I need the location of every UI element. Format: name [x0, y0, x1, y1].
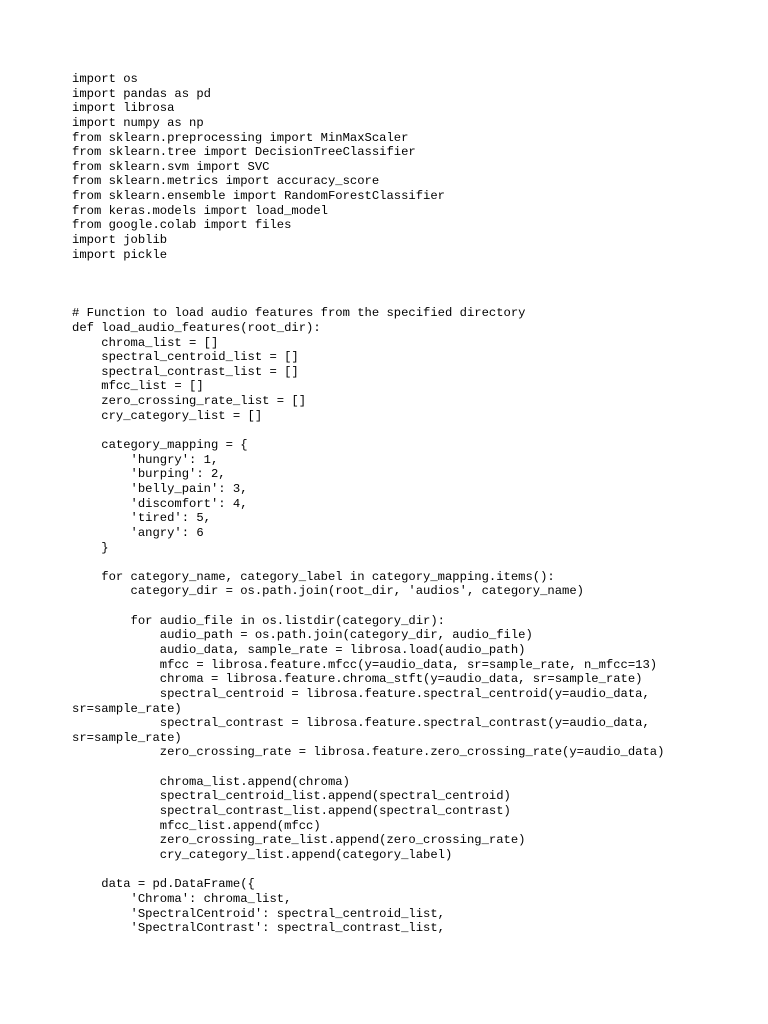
- code-line: for category_name, category_label in category_mapping.items():: [72, 569, 555, 584]
- code-block: [72, 72, 712, 936]
- code-line: zero_crossing_rate = librosa.feature.zero_crossing_rate(y=audio_data): [72, 745, 665, 760]
- code-line: 'SpectralContrast': spectral_contrast_list,: [72, 921, 445, 936]
- code-line: from sklearn.tree import DecisionTreeClassifier: [72, 145, 416, 160]
- code-line: 'tired': 5,: [72, 511, 211, 526]
- code-line: sr=sample_rate): [72, 730, 182, 745]
- code-line: [72, 599, 712, 614]
- code-line: 'hungry': 1,: [72, 452, 219, 467]
- code-line: zero_crossing_rate_list = []: [72, 394, 307, 409]
- code-line: mfcc = librosa.feature.mfcc(y=audio_data, sr=sample_rate, n_mfcc=13): [72, 657, 658, 672]
- code-line: spectral_centroid = librosa.feature.spectral_centroid(y=audio_data,: [72, 686, 650, 701]
- code-line: import numpy as np: [72, 115, 204, 130]
- code-line: chroma_list = []: [72, 335, 219, 350]
- code-line: import joblib: [72, 233, 168, 248]
- code-line: [72, 863, 712, 878]
- code-line: spectral_centroid_list = []: [72, 350, 299, 365]
- code-line: from sklearn.metrics import accuracy_score: [72, 174, 380, 189]
- code-line: from sklearn.svm import SVC: [72, 159, 270, 174]
- code-line: spectral_contrast_list = []: [72, 364, 299, 379]
- code-line: mfcc_list.append(mfcc): [72, 818, 321, 833]
- code-line: spectral_contrast = librosa.feature.spectral_contrast(y=audio_data,: [72, 716, 650, 731]
- code-line: cry_category_list.append(category_label): [72, 847, 453, 862]
- code-line: [72, 423, 712, 438]
- code-line: [72, 262, 712, 277]
- code-line: chroma_list.append(chroma): [72, 774, 350, 789]
- code-line: from sklearn.preprocessing import MinMaxScaler: [72, 130, 409, 145]
- code-line: 'discomfort': 4,: [72, 496, 248, 511]
- code-line: # Function to load audio features from the specified directory: [72, 306, 526, 321]
- code-line: 'Chroma': chroma_list,: [72, 891, 292, 906]
- code-line: for audio_file in os.listdir(category_dir):: [72, 613, 445, 628]
- code-line: chroma = librosa.feature.chroma_stft(y=audio_data, sr=sample_rate): [72, 672, 643, 687]
- code-line: def load_audio_features(root_dir):: [72, 320, 321, 335]
- code-line: audio_data, sample_rate = librosa.load(audio_path): [72, 642, 526, 657]
- code-line: category_mapping = {: [72, 438, 248, 453]
- code-line: [72, 277, 712, 292]
- code-line: category_dir = os.path.join(root_dir, 'audios', category_name): [72, 584, 584, 599]
- code-line: audio_path = os.path.join(category_dir, audio_file): [72, 628, 533, 643]
- code-line: import pickle: [72, 247, 168, 262]
- code-line: [72, 292, 712, 307]
- code-line: import pandas as pd: [72, 86, 211, 101]
- code-line: 'angry': 6: [72, 525, 204, 540]
- code-line: import os: [72, 72, 138, 86]
- code-line: }: [72, 540, 109, 555]
- code-line: 'burping': 2,: [72, 467, 226, 482]
- code-line: data = pd.DataFrame({: [72, 877, 255, 892]
- code-line: mfcc_list = []: [72, 379, 204, 394]
- code-line: [72, 760, 712, 775]
- code-line: sr=sample_rate): [72, 701, 182, 716]
- code-line: from google.colab import files: [72, 218, 292, 233]
- code-line: spectral_centroid_list.append(spectral_centroid): [72, 789, 511, 804]
- code-line: from keras.models import load_model: [72, 203, 328, 218]
- code-line: zero_crossing_rate_list.append(zero_crossing_rate): [72, 833, 526, 848]
- code-line: 'belly_pain': 3,: [72, 481, 248, 496]
- code-line: spectral_contrast_list.append(spectral_contrast): [72, 804, 511, 819]
- code-line: 'SpectralCentroid': spectral_centroid_list,: [72, 906, 445, 921]
- code-line: from sklearn.ensemble import RandomForestClassifier: [72, 189, 445, 204]
- code-line: [72, 555, 712, 570]
- code-line: import librosa: [72, 101, 175, 116]
- code-line: cry_category_list = []: [72, 408, 263, 423]
